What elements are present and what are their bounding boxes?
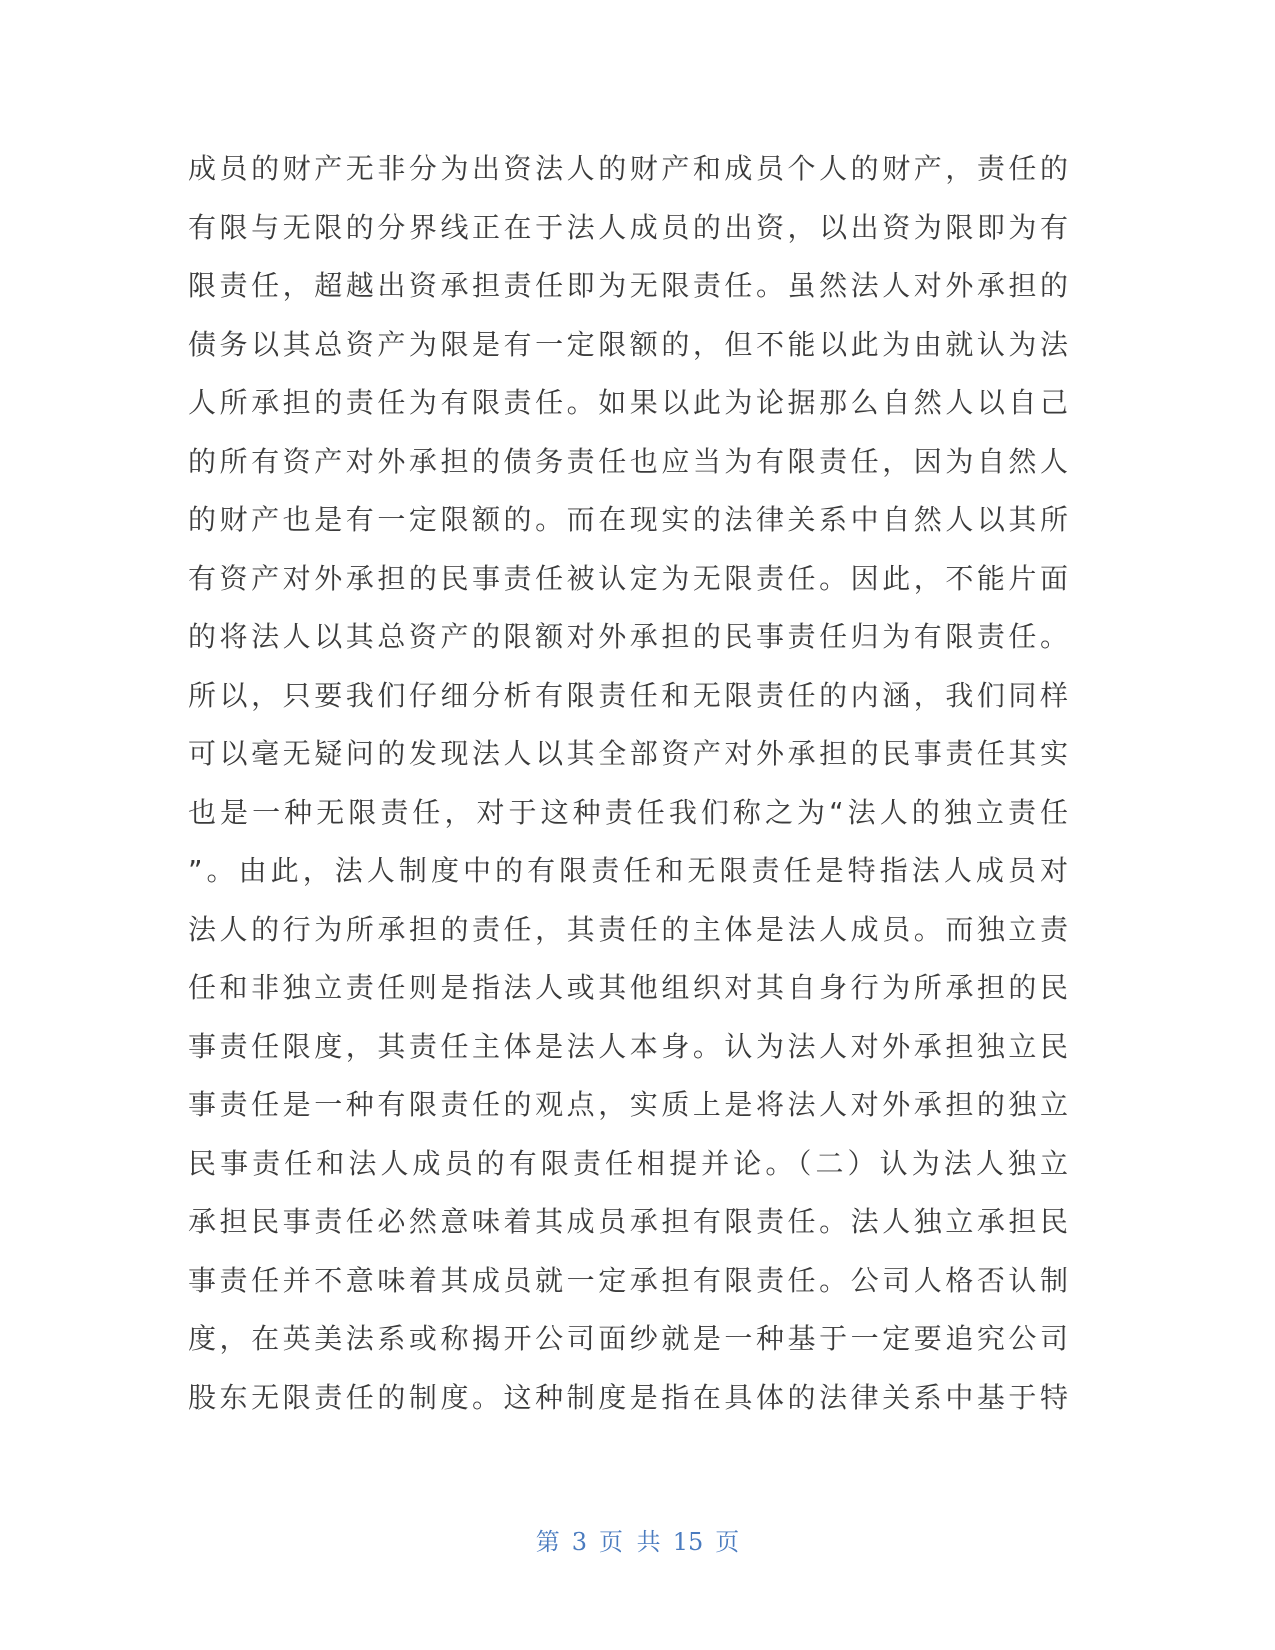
text-line: 度，在英美法系或称揭开公司面纱就是一种基于一定要追究公司 bbox=[188, 1322, 1068, 1355]
text-line: 承担民事责任必然意味着其成员承担有限责任。法人独立承担民 bbox=[188, 1205, 1068, 1238]
text-line: 有资产对外承担的民事责任被认定为无限责任。因此，不能片面 bbox=[188, 561, 1068, 595]
text-line: 任和非独立责任则是指法人或其他组织对其自身行为所承担的民 bbox=[188, 971, 1068, 1004]
text-line: 股东无限责任的制度。这种制度是指在具体的法律关系中基于特 bbox=[188, 1380, 1068, 1414]
footer-middle: 页 共 bbox=[599, 1528, 661, 1556]
text-line: 人所承担的责任为有限责任。如果以此为论据那么自然人以自己 bbox=[188, 386, 1068, 419]
current-page-number: 3 bbox=[571, 1528, 588, 1556]
text-line: 所以，只要我们仔细分析有限责任和无限责任的内涵，我们同样 bbox=[188, 678, 1068, 712]
text-line: 法人的行为所承担的责任，其责任的主体是法人成员。而独立责 bbox=[188, 912, 1068, 946]
page-footer bbox=[0, 1522, 1275, 1557]
text-line: 事责任限度，其责任主体是法人本身。认为法人对外承担独立民 bbox=[188, 1029, 1068, 1063]
body-text bbox=[188, 140, 1068, 1427]
text-line: 的所有资产对外承担的债务责任也应当为有限责任，因为自然人 bbox=[188, 444, 1068, 478]
text-line: 成员的财产无非分为出资法人的财产和成员个人的财产，责任的 bbox=[188, 152, 1068, 185]
footer-prefix: 第 bbox=[535, 1528, 560, 1556]
text-line: 限责任，超越出资承担责任即为无限责任。虽然法人对外承担的 bbox=[188, 269, 1068, 302]
text-line: 可以毫无疑问的发现法人以其全部资产对外承担的民事责任其实 bbox=[188, 737, 1068, 770]
text-line: 民事责任和法人成员的有限责任相提并论。（二）认为法人独立 bbox=[188, 1146, 1068, 1180]
text-line: ”。由此，法人制度中的有限责任和无限责任是特指法人成员对 bbox=[188, 854, 1068, 887]
text-line: 的将法人以其总资产的限额对外承担的民事责任归为有限责任。 bbox=[188, 620, 1068, 653]
text-line: 事责任是一种有限责任的观点，实质上是将法人对外承担的独立 bbox=[188, 1088, 1068, 1121]
text-line: 事责任并不意味着其成员就一定承担有限责任。公司人格否认制 bbox=[188, 1263, 1068, 1297]
text-line: 债务以其总资产为限是有一定限额的，但不能以此为由就认为法 bbox=[188, 327, 1068, 361]
total-page-count: 15 bbox=[672, 1528, 704, 1556]
text-line: 也是一种无限责任，对于这种责任我们称之为“法人的独立责任 bbox=[188, 795, 1068, 829]
text-line: 的财产也是有一定限额的。而在现实的法律关系中自然人以其所 bbox=[188, 503, 1068, 536]
text-line: 有限与无限的分界线正在于法人成员的出资，以出资为限即为有 bbox=[188, 210, 1068, 244]
footer-suffix: 页 bbox=[715, 1528, 740, 1556]
